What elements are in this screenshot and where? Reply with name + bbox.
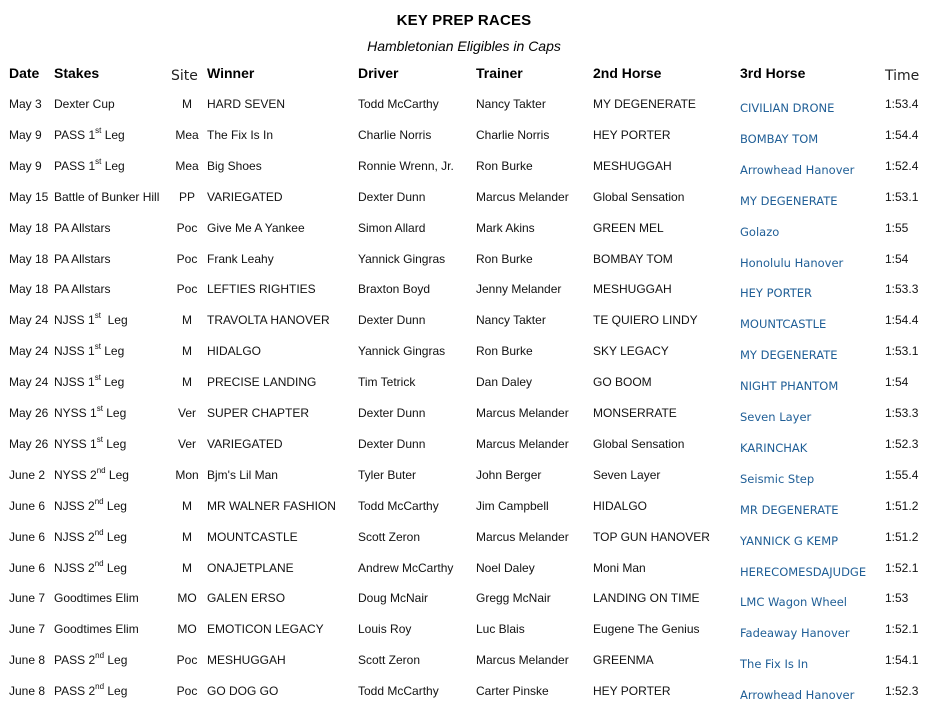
cell-second-horse: Global Sensation [593,189,685,204]
cell-second-horse: GREEN MEL [593,220,664,235]
stakes-name: NYSS 2 [54,467,97,482]
cell-site: M [182,344,192,359]
cell-site: M [182,560,192,575]
stakes-name: PA Allstars [54,220,111,235]
cell-driver: Scott Zeron [358,529,421,544]
cell-time: 1:53 [885,591,909,606]
cell-second-horse: TOP GUN HANOVER [593,529,710,544]
table-row [0,252,928,283]
cell-third-horse: Golazo [740,224,780,239]
cell-second-horse: Global Sensation [593,436,685,451]
stakes-leg: Leg [103,560,127,575]
cell-time: 1:54.1 [885,653,919,668]
table-row [0,434,928,468]
cell-date: June 6 [9,498,46,513]
cell-third-horse: Arrowhead Hanover [740,688,855,703]
cell-winner: TRAVOLTA HANOVER [207,313,330,328]
cell-second-horse: MY DEGENERATE [593,97,696,111]
cell-winner: HIDALGO [207,344,262,359]
cell-winner: HARD SEVEN [207,97,286,111]
stakes-ordinal-suffix: st [96,434,103,444]
cell-third-horse: MY DEGENERATE [740,348,838,363]
header-driver: Driver [358,65,399,81]
cell-third-horse: MR DEGENERATE [740,502,839,517]
stakes-leg: Leg [102,406,127,420]
cell-date: May 9 [9,127,42,142]
cell-driver: Todd McCarthy [358,97,439,111]
stakes-leg: Leg [101,127,125,142]
cell-winner: GALEN ERSO [207,591,286,606]
cell-stakes [54,558,127,575]
header-third-horse: 3rd Horse [740,65,806,81]
cell-winner: Big Shoes [207,158,262,173]
cell-trainer: Mark Akins [476,220,535,235]
cell-trainer: Noel Daley [476,560,535,575]
cell-second-horse: Moni Man [593,560,646,575]
cell-stakes [54,97,115,111]
table-row [0,496,928,530]
cell-date: June 8 [9,653,46,668]
cell-driver: Ronnie Wrenn, Jr. [358,158,454,173]
cell-third-horse: Honolulu Hanover [740,255,844,270]
cell-trainer: Marcus Melander [476,436,569,451]
cell-trainer: Ron Burke [476,344,533,359]
cell-time: 1:51.2 [885,498,919,513]
stakes-ordinal-suffix: st [96,404,103,413]
cell-date: May 15 [9,189,49,204]
cell-second-horse: BOMBAY TOM [593,251,673,266]
cell-trainer: Nancy Takter [476,313,546,328]
cell-site: Poc [176,282,198,297]
page-subtitle: Hambletonian Eligibles in Caps [367,38,561,54]
cell-second-horse: GO BOOM [593,375,652,390]
table-row [0,653,928,684]
cell-time: 1:52.4 [885,158,919,173]
cell-driver: Dexter Dunn [358,313,426,328]
stakes-name: PASS 1 [54,158,96,173]
cell-date: May 26 [9,436,49,451]
cell-site: Ver [177,406,196,420]
cell-date: May 3 [9,97,42,111]
cell-date: May 26 [9,406,49,420]
cell-site: M [182,375,192,390]
cell-time: 1:55 [885,220,909,235]
cell-third-horse: Arrowhead Hanover [740,162,855,177]
cell-winner: PRECISE LANDING [207,375,317,390]
cell-stakes [54,434,127,451]
cell-stakes [54,406,126,420]
cell-third-horse: HERECOMESDAJUDGE [740,564,867,579]
cell-date: May 24 [9,375,49,390]
cell-stakes [54,313,128,327]
table-row [0,622,928,653]
table-row [0,558,928,592]
cell-date: May 18 [9,282,49,297]
cell-stakes [54,465,129,482]
table-row [0,375,928,406]
cell-site: Poc [176,684,198,699]
stakes-name: Goodtimes Elim [54,622,139,637]
table-row [0,221,928,252]
cell-trainer: Dan Daley [476,375,533,390]
stakes-name: Battle of Bunker Hill [54,189,160,204]
cell-second-horse: HIDALGO [593,498,648,513]
header-winner: Winner [207,65,255,81]
cell-stakes [54,344,124,358]
cell-site: Mea [175,158,199,173]
stakes-leg: Leg [102,436,127,451]
cell-trainer: Marcus Melander [476,529,569,544]
cell-driver: Yannick Gingras [358,251,446,266]
stakes-name: PASS 1 [54,127,96,142]
cell-second-horse: Eugene The Genius [593,622,700,637]
cell-site: Mon [175,467,199,482]
cell-trainer: Charlie Norris [476,127,550,142]
cell-stakes [54,622,139,636]
table-row [0,190,928,221]
cell-site: M [182,529,192,544]
cell-time: 1:54.4 [885,313,919,328]
stakes-ordinal-suffix: st [95,156,102,166]
stakes-ordinal-suffix: st [94,373,101,383]
table-row [0,406,928,437]
cell-winner: The Fix Is In [207,127,274,142]
cell-site: Mea [175,127,199,142]
cell-site: Ver [177,436,196,451]
cell-driver: Todd McCarthy [358,684,439,699]
stakes-leg: Leg [100,344,125,359]
stakes-name: Dexter Cup [54,97,115,111]
cell-time: 1:52.3 [885,684,919,699]
stakes-leg: Leg [103,529,127,544]
cell-stakes [54,653,127,667]
stakes-name: NYSS 1 [54,436,97,451]
cell-trainer: Marcus Melander [476,189,569,204]
cell-driver: Yannick Gingras [358,344,446,359]
cell-site: PP [178,189,195,204]
table-row [0,591,928,622]
cell-time: 1:54 [885,251,909,266]
cell-winner: VARIEGATED [207,189,283,204]
cell-trainer: Ron Burke [476,251,533,266]
cell-winner: SUPER CHAPTER [207,406,310,420]
cell-winner: MOUNTCASTLE [207,529,298,544]
cell-winner: ONAJETPLANE [207,560,294,575]
cell-stakes [54,125,125,142]
cell-time: 1:55.4 [885,467,919,482]
stakes-ordinal-suffix: nd [96,465,106,475]
table-row [0,125,928,159]
cell-third-horse: NIGHT PHANTOM [740,379,839,394]
cell-date: June 6 [9,529,46,544]
cell-driver: Andrew McCarthy [358,560,454,575]
cell-winner: Frank Leahy [207,251,274,266]
cell-winner: MR WALNER FASHION [207,498,336,513]
stakes-ordinal-suffix: st [94,342,101,352]
cell-third-horse: YANNICK G KEMP [740,533,839,548]
stakes-ordinal-suffix: nd [94,496,104,506]
table-row [0,156,928,190]
cell-driver: Tim Tetrick [358,375,416,390]
table-row [0,97,928,128]
cell-date: June 2 [9,467,46,482]
cell-stakes [54,221,110,235]
cell-date: June 7 [9,591,46,606]
cell-site: Poc [176,251,198,266]
cell-time: 1:53.1 [885,344,919,359]
cell-site: MO [177,591,197,606]
cell-trainer: Gregg McNair [476,591,551,606]
table-row [0,684,928,715]
cell-time: 1:54 [885,375,909,390]
stakes-leg: Leg [103,498,127,513]
cell-trainer: Marcus Melander [476,406,569,420]
cell-site: M [182,313,192,328]
table-row [0,282,928,313]
cell-trainer: Jenny Melander [476,282,562,297]
stakes-leg: Leg [104,684,128,699]
cell-site: M [182,498,192,513]
cell-time: 1:52.3 [885,436,919,451]
cell-stakes [54,527,127,544]
cell-trainer: Marcus Melander [476,653,569,668]
cell-third-horse: LMC Wagon Wheel [740,595,847,610]
stakes-ordinal-suffix: nd [94,558,104,568]
cell-second-horse: LANDING ON TIME [593,591,700,606]
cell-site: Poc [176,220,198,235]
cell-driver: Braxton Boyd [358,282,431,297]
cell-date: May 18 [9,251,49,266]
cell-winner: LEFTIES RIGHTIES [207,282,316,297]
stakes-name: PASS 2 [54,684,96,699]
header-trainer: Trainer [476,65,523,81]
cell-second-horse: SKY LEGACY [593,344,669,359]
cell-time: 1:54.4 [885,127,919,142]
cell-third-horse: BOMBAY TOM [740,131,819,146]
cell-driver: Todd McCarthy [358,498,439,513]
stakes-name: NJSS 2 [54,529,95,544]
cell-stakes [54,496,127,513]
stakes-leg: Leg [100,375,125,390]
header-date: Date [9,65,40,81]
cell-winner: Bjm's Lil Man [207,467,278,482]
cell-stakes [54,684,127,698]
cell-date: May 18 [9,220,49,235]
cell-stakes [54,156,125,173]
page-title: KEY PREP RACES [396,12,532,29]
table-row [0,313,928,344]
cell-driver: Charlie Norris [358,127,432,142]
cell-third-horse: The Fix Is In [740,657,809,672]
cell-time: 1:53.3 [885,282,919,297]
cell-date: May 24 [9,344,49,359]
stakes-name: PASS 2 [54,653,96,668]
stakes-ordinal-suffix: nd [95,682,105,692]
cell-stakes [54,252,110,266]
cell-second-horse: MONSERRATE [593,406,677,420]
stakes-name: NJSS 1 [54,313,95,328]
cell-driver: Dexter Dunn [358,406,426,420]
cell-date: June 7 [9,622,46,637]
cell-driver: Tyler Buter [358,467,417,482]
cell-date: June 6 [9,560,46,575]
table-row [0,527,928,561]
cell-site: Poc [176,653,198,668]
cell-stakes [54,591,139,605]
cell-time: 1:52.1 [885,560,919,575]
cell-date: May 9 [9,158,42,173]
cell-trainer: Ron Burke [476,158,533,173]
cell-winner: MESHUGGAH [207,653,286,668]
cell-winner: GO DOG GO [207,684,279,699]
cell-time: 1:52.1 [885,622,919,637]
cell-date: June 8 [9,684,46,699]
cell-second-horse: MESHUGGAH [593,282,672,297]
cell-third-horse: Fadeaway Hanover [740,626,850,641]
header-site: Site [171,68,198,84]
cell-trainer: Nancy Takter [476,97,546,111]
cell-third-horse: CIVILIAN DRONE [740,101,835,115]
stakes-name: NYSS 1 [54,406,97,420]
header-stakes: Stakes [54,65,100,81]
cell-trainer: Carter Pinske [476,684,549,699]
stakes-leg: Leg [100,313,128,328]
cell-date: May 24 [9,313,49,328]
cell-stakes [54,282,110,296]
cell-third-horse: MOUNTCASTLE [740,317,827,332]
cell-driver: Dexter Dunn [358,436,426,451]
cell-winner: EMOTICON LEGACY [207,622,324,637]
cell-site: MO [177,622,197,637]
stakes-leg: Leg [105,467,129,482]
stakes-name: NJSS 2 [54,560,95,575]
cell-second-horse: TE QUIERO LINDY [593,313,698,328]
cell-trainer: John Berger [476,467,542,482]
cell-winner: VARIEGATED [207,436,283,451]
cell-second-horse: GREENMA [593,653,654,668]
cell-driver: Louis Roy [358,622,412,637]
cell-time: 1:51.2 [885,529,919,544]
stakes-name: Goodtimes Elim [54,591,139,606]
cell-second-horse: HEY PORTER [593,127,671,142]
stakes-ordinal-suffix: nd [94,527,104,537]
cell-driver: Scott Zeron [358,653,421,668]
cell-trainer: Jim Campbell [476,498,549,513]
stakes-ordinal-suffix: nd [95,651,105,661]
stakes-name: NJSS 1 [54,344,95,359]
cell-trainer: Luc Blais [476,622,525,637]
table-row [0,344,928,375]
cell-site: M [182,97,192,111]
cell-third-horse: MY DEGENERATE [740,193,838,208]
stakes-ordinal-suffix: st [94,311,101,321]
cell-second-horse: MESHUGGAH [593,158,672,173]
cell-driver: Dexter Dunn [358,189,426,204]
cell-stakes [54,190,159,204]
cell-driver: Doug McNair [358,591,429,606]
cell-time: 1:53.4 [885,97,919,111]
cell-third-horse: HEY PORTER [740,286,813,301]
cell-winner: Give Me A Yankee [207,220,305,235]
cell-second-horse: HEY PORTER [593,684,671,699]
stakes-leg: Leg [101,158,125,173]
cell-third-horse: Seven Layer [740,410,812,424]
stakes-name: PA Allstars [54,282,111,297]
cell-time: 1:53.3 [885,406,919,420]
stakes-leg: Leg [104,653,128,668]
header-time: Time [885,68,920,84]
cell-driver: Simon Allard [358,220,426,235]
cell-third-horse: Seismic Step [740,471,815,486]
stakes-name: NJSS 1 [54,375,95,390]
header-second-horse: 2nd Horse [593,65,662,81]
table-row [0,465,928,499]
cell-stakes [54,375,124,389]
cell-third-horse: KARINCHAK [740,440,808,455]
stakes-ordinal-suffix: st [95,125,102,135]
cell-time: 1:53.1 [885,189,919,204]
cell-second-horse: Seven Layer [593,467,661,482]
stakes-name: NJSS 2 [54,498,95,513]
stakes-name: PA Allstars [54,251,111,266]
